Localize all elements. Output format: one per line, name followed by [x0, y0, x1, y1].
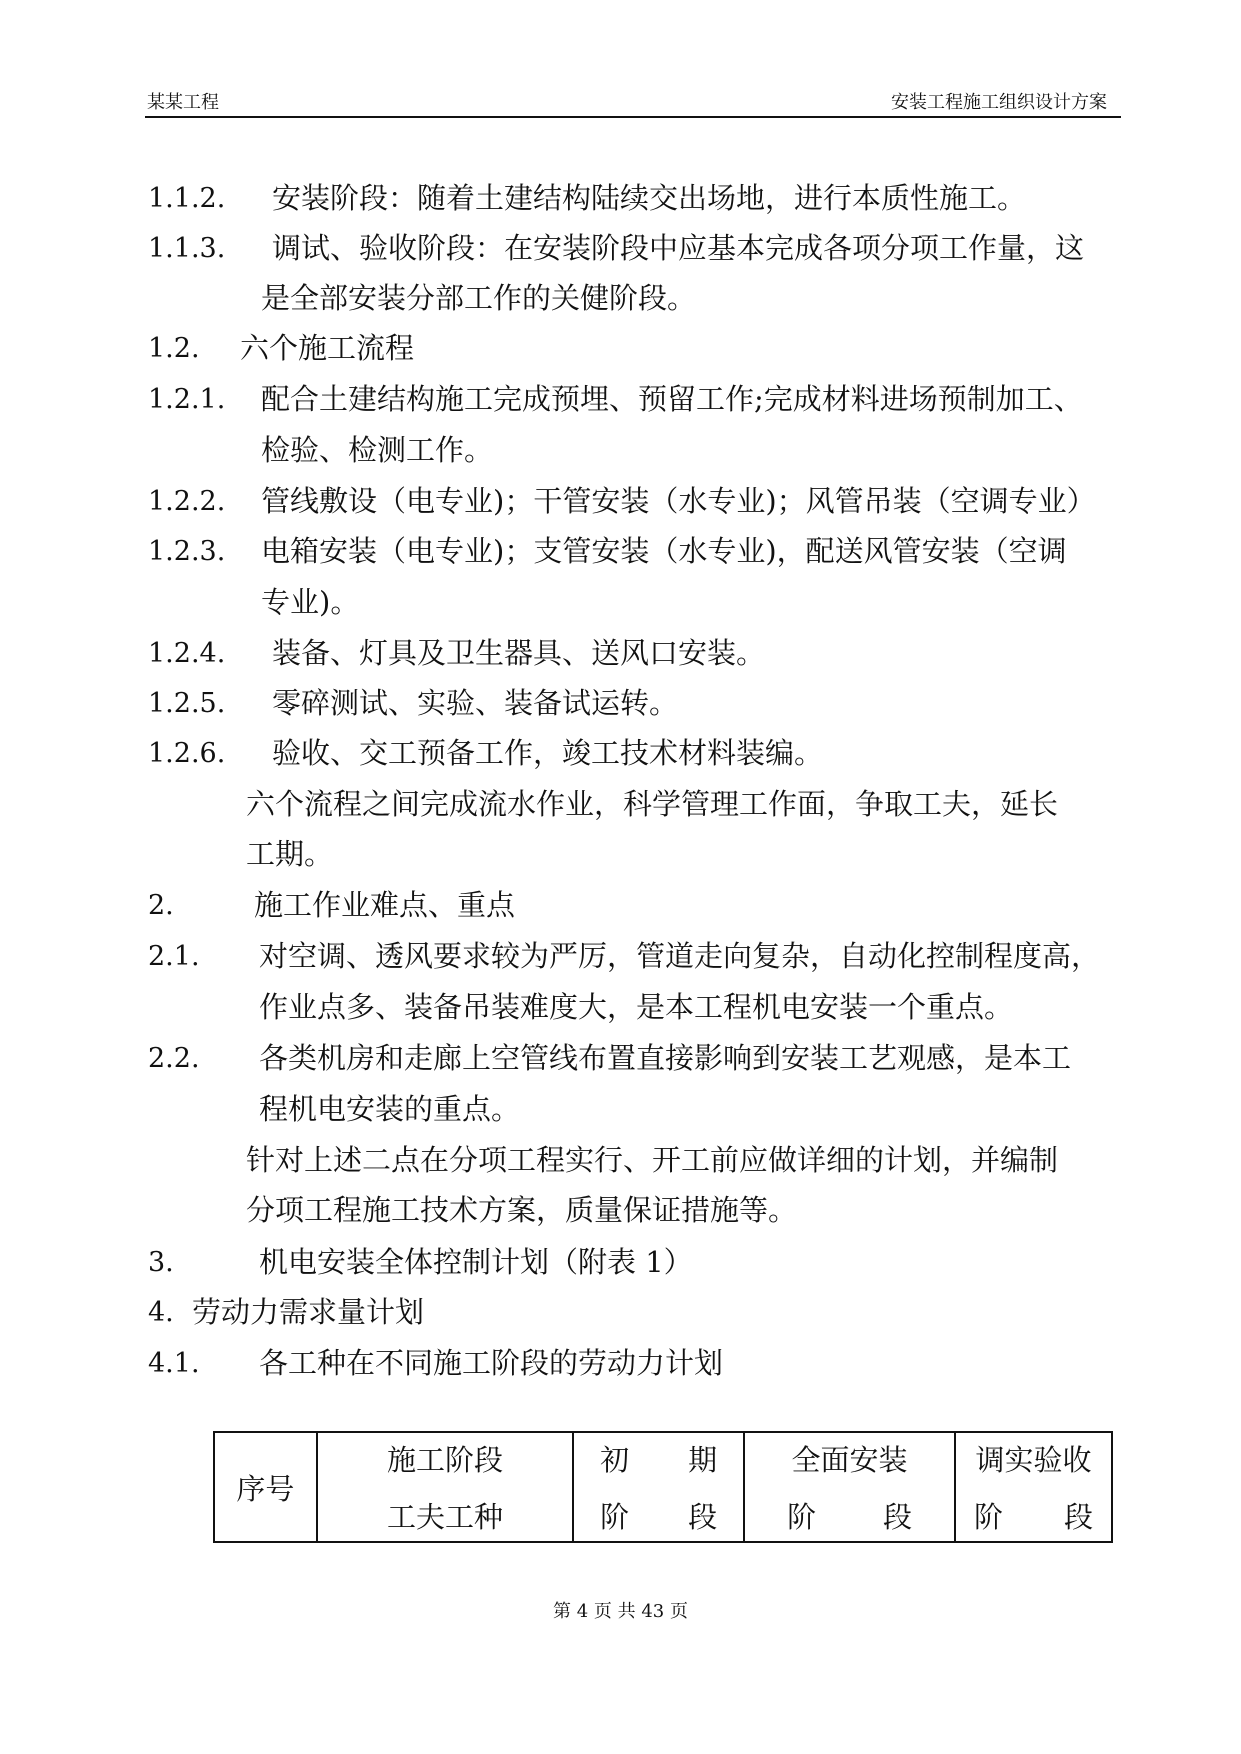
page-footer: 第 4 页 共 43 页 [553, 1601, 688, 1622]
item-text: 装备、灯具及卫生器具、送风口安装。 [272, 636, 766, 670]
item-number: 3. [148, 1247, 174, 1278]
item-text: 各类机房和走廊上空管线布置直接影响到安装工艺观感，是本工 [259, 1041, 1072, 1075]
table-header-cell [317, 1432, 573, 1542]
item-text-continuation: 检验、检测工作。 [261, 433, 494, 467]
column-header-acceptance: 调实验收 [975, 1443, 1092, 1477]
item-number: 4.1. [148, 1348, 200, 1379]
item-text: 管线敷设（电专业)；干管安装（水专业)；风管吊装（空调专业） [261, 484, 1096, 518]
paragraph-text: 针对上述二点在分项工程实行、开工前应做详细的计划，并编制 [246, 1143, 1059, 1177]
item-number: 1.1.3. [148, 233, 226, 264]
table-header-cell [955, 1432, 1112, 1542]
paragraph-text-continuation: 工期。 [246, 837, 334, 871]
section-heading: 六个施工流程 [240, 331, 415, 365]
item-number: 1.2.1. [148, 384, 226, 415]
item-number: 1.2.4. [148, 638, 226, 669]
item-text: 安装阶段：随着土建结构陆续交出场地，进行本质性施工。 [272, 181, 1027, 215]
item-text-continuation: 专业)。 [261, 585, 360, 619]
column-header-index: 序号 [236, 1471, 295, 1506]
paragraph-text-continuation: 分项工程施工技术方案，质量保证措施等。 [246, 1193, 798, 1227]
item-text: 对空调、透风要求较为严厉，管道走向复杂，自动化控制程度高， [259, 939, 1101, 973]
item-text: 配合土建结构施工完成预埋、预留工作;完成材料进场预制加工、 [261, 382, 1083, 416]
column-header-stage-1: 阶 [600, 1500, 630, 1534]
table-header-row [214, 1432, 1112, 1542]
section-heading: 劳动力需求量计划 [192, 1295, 425, 1329]
column-header-stage-1: 阶 [973, 1500, 1003, 1534]
column-header-stage-2: 段 [688, 1500, 718, 1534]
item-text-continuation: 是全部安装分部工作的关健阶段。 [261, 281, 697, 315]
item-number: 1.2.2. [148, 486, 226, 517]
column-header-stage: 施工阶段 [386, 1443, 503, 1477]
item-text: 调试、验收阶段：在安装阶段中应基本完成各项分项工作量，这 [272, 231, 1085, 265]
table-header-cell [744, 1432, 955, 1542]
item-text-continuation: 作业点多、装备吊装难度大，是本工程机电安装一个重点。 [259, 990, 1014, 1024]
item-text: 零碎测试、实验、装备试运转。 [272, 686, 679, 720]
item-number: 4. [148, 1297, 174, 1328]
item-text: 各工种在不同施工阶段的劳动力计划 [259, 1346, 724, 1380]
item-number: 1.2.6. [148, 738, 226, 769]
item-number: 2.2. [148, 1043, 200, 1074]
header-document-title: 安装工程施工组织设计方案 [891, 92, 1107, 113]
item-number: 2.1. [148, 941, 200, 972]
item-text-continuation: 程机电安装的重点。 [259, 1092, 521, 1126]
labor-plan-table [213, 1431, 1113, 1543]
page-header [145, 84, 1121, 118]
section-heading: 机电安装全体控制计划（附表 1） [259, 1245, 693, 1279]
item-number: 1.2.3. [148, 536, 226, 567]
item-text: 电箱安装（电专业)；支管安装（水专业)，配送风管安装（空调 [261, 534, 1067, 568]
item-number: 2. [148, 890, 174, 921]
header-project-name: 某某工程 [147, 92, 219, 113]
item-number: 1.2.5. [148, 688, 226, 719]
section-heading: 施工作业难点、重点 [254, 888, 516, 922]
column-header-trade: 工夫工种 [386, 1500, 503, 1534]
column-header-stage-2: 段 [882, 1500, 912, 1534]
column-header-early-2: 期 [688, 1443, 718, 1477]
paragraph-text: 六个流程之间完成流水作业，科学管理工作面，争取工夫，延长 [246, 787, 1059, 821]
column-header-full-install: 全面安装 [791, 1443, 908, 1477]
item-text: 验收、交工预备工作，竣工技术材料装编。 [272, 736, 824, 770]
column-header-stage-2: 段 [1063, 1500, 1093, 1534]
table-header-cell [573, 1432, 744, 1542]
column-header-stage-1: 阶 [787, 1500, 817, 1534]
column-header-early-1: 初 [600, 1443, 630, 1477]
item-number: 1.1.2. [148, 183, 226, 214]
table-header-cell [214, 1432, 317, 1542]
item-number: 1.2. [148, 333, 200, 364]
